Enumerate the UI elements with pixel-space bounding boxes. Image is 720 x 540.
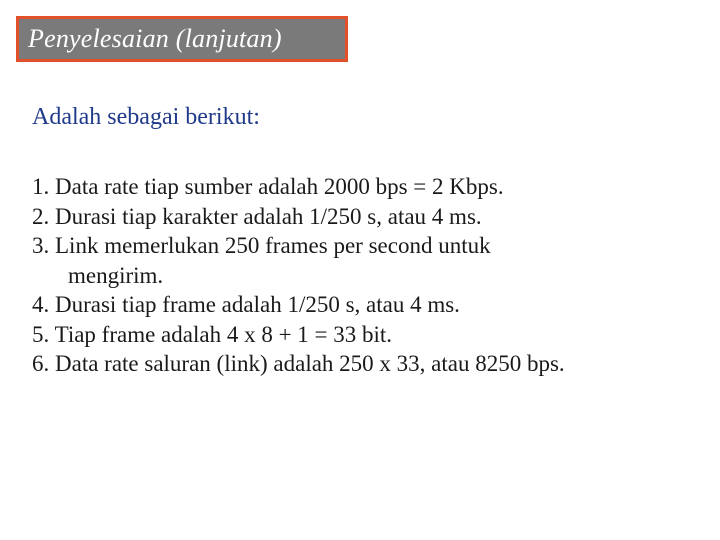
title-box (16, 16, 348, 62)
list-item: 6. Data rate saluran (link) adalah 250 x 33, atau 8250 bps. (32, 351, 565, 376)
list-item: 1. Data rate tiap sumber adalah 2000 bps = 2 Kbps. (32, 174, 504, 199)
slide-title: Penyelesaian (lanjutan) (28, 24, 282, 53)
list-item: 5. Tiap frame adalah 4 x 8 + 1 = 33 bit. (32, 321, 393, 347)
list-item-continuation: mengirim. (68, 262, 164, 288)
steps-list (32, 172, 565, 379)
list-item: 3. Link memerlukan 250 frames per second untuk (32, 233, 491, 258)
list-item: 2. Durasi tiap karakter adalah 1/250 s, atau 4 ms. (32, 203, 482, 229)
list-item: 4. Durasi tiap frame adalah 1/250 s, atau 4 ms. (32, 292, 460, 317)
intro-text: Adalah sebagai berikut: (32, 104, 260, 130)
